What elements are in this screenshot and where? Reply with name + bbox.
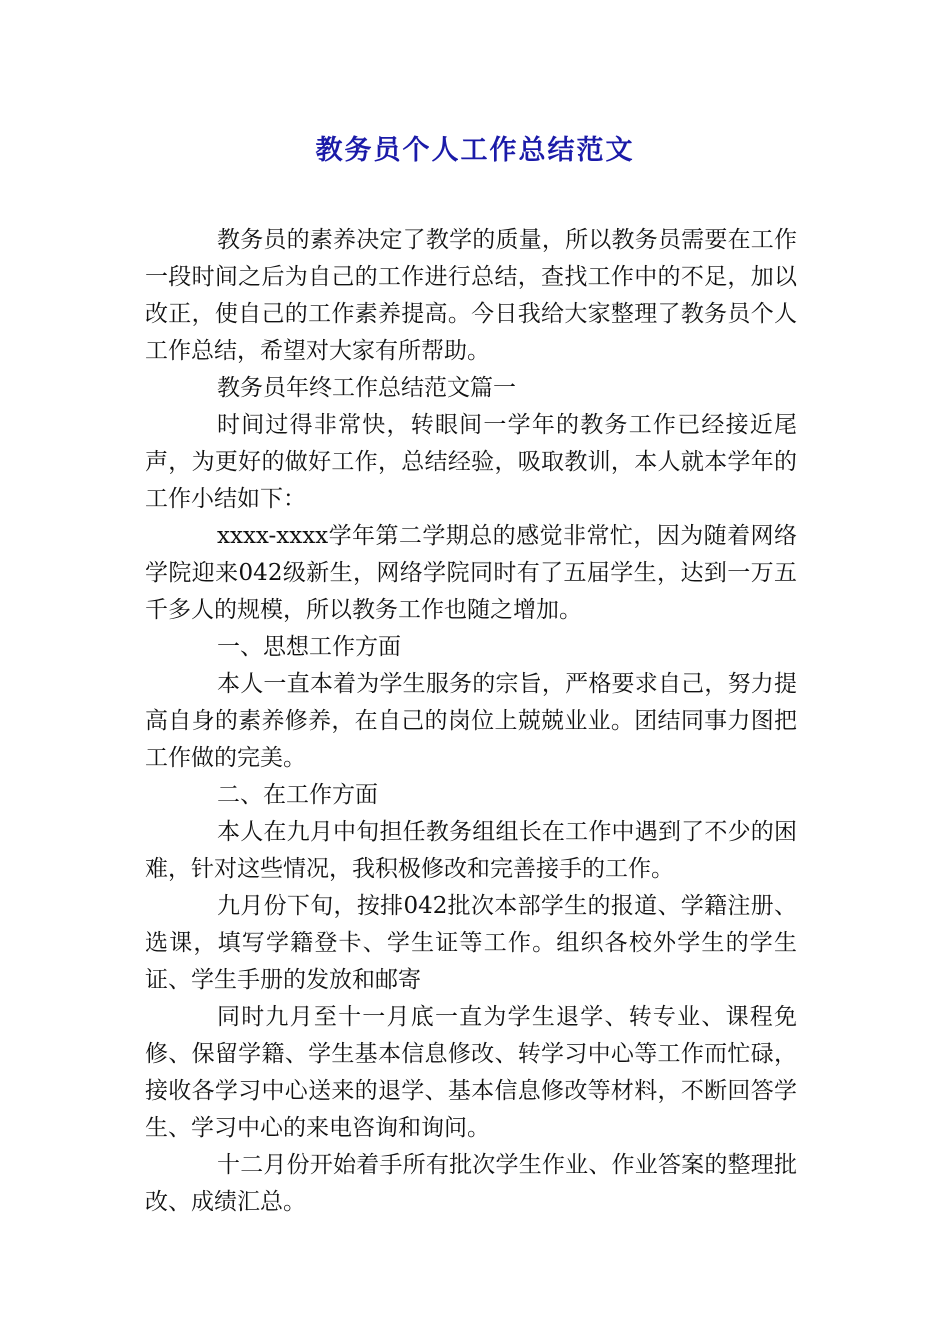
paragraph: 时间过得非常快，转眼间一学年的教务工作已经接近尾声，为更好的做好工作，总结经验，吸取教训，本人就本学年的工作小结如下： <box>145 412 797 512</box>
paragraph-heading-ideology: 一、思想工作方面 <box>217 634 401 660</box>
paragraph-heading-work: 二、在工作方面 <box>217 782 378 808</box>
paragraph: xxxx-xxxx学年第二学期总的感觉非常忙，因为随着网络学院迎来042级新生，网络学院同时有了五届学生，达到一万五千多人的规模，所以教务工作也随之增加。 <box>145 523 797 623</box>
paragraph: 九月份下旬，按排042批次本部学生的报道、学籍注册、选课，填写学籍登卡、学生证等工作。组织各校外学生的学生证、学生手册的发放和邮寄 <box>145 893 797 993</box>
document-title: 教务员个人工作总结范文 <box>315 135 635 166</box>
paragraph-section-heading: 教务员年终工作总结范文篇一 <box>217 375 516 401</box>
paragraph-intro: 教务员的素养决定了教学的质量，所以教务员需要在工作一段时间之后为自己的工作进行总结，查找工作中的不足，加以改正，使自己的工作素养提高。今日我给大家整理了教务员个人工作总结，希望对大家有所帮助。 <box>145 227 797 364</box>
document-body <box>145 222 797 1221</box>
paragraph: 同时九月至十一月底一直为学生退学、转专业、课程免修、保留学籍、学生基本信息修改、转学习中心等工作而忙碌，接收各学习中心送来的退学、基本信息修改等材料，不断回答学生、学习中心的来电咨询和询问。 <box>145 1004 797 1141</box>
paragraph: 本人在九月中旬担任教务组组长在工作中遇到了不少的困难，针对这些情况，我积极修改和完善接手的工作。 <box>145 819 797 882</box>
paragraph: 十二月份开始着手所有批次学生作业、作业答案的整理批改、成绩汇总。 <box>145 1152 797 1215</box>
paragraph: 本人一直本着为学生服务的宗旨，严格要求自己，努力提高自身的素养修养，在自己的岗位上兢兢业业。团结同事力图把工作做的完美。 <box>145 671 797 771</box>
